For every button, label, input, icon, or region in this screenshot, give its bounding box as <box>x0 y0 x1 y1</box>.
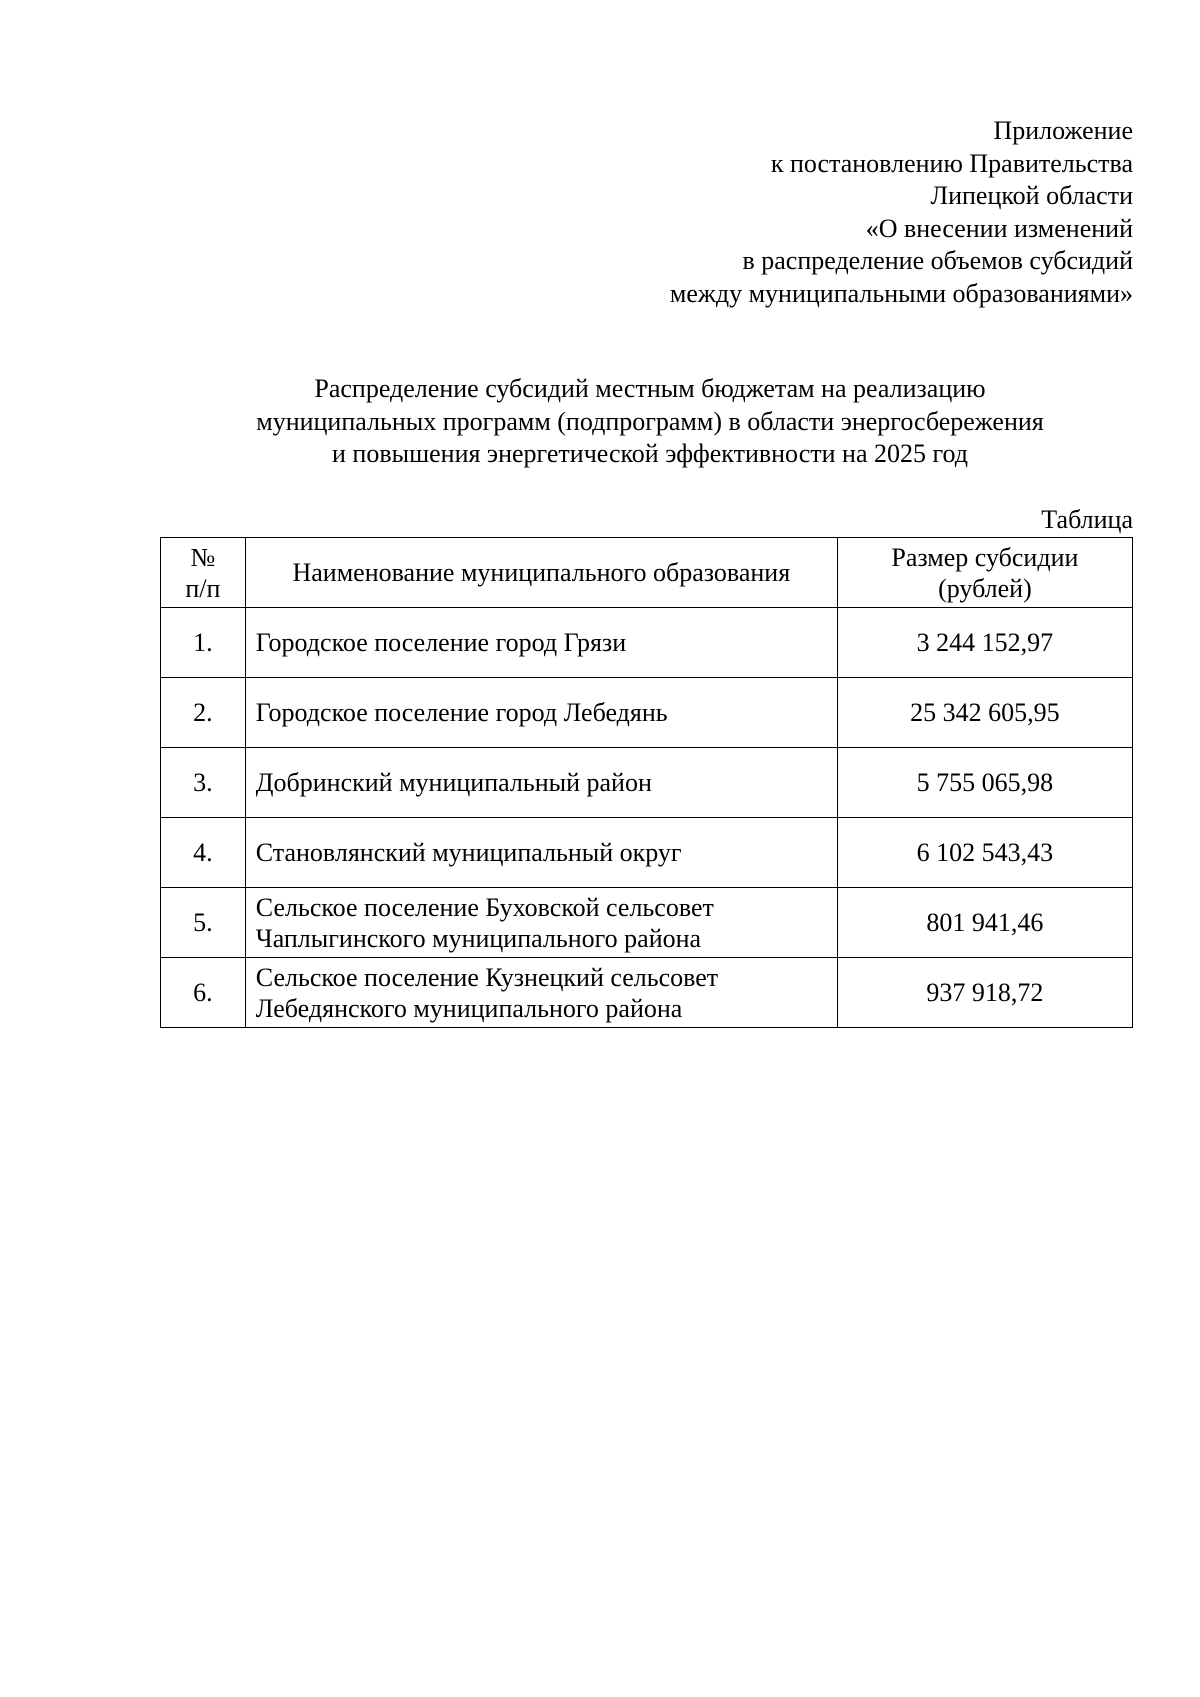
appendix-line: между муниципальными образованиями» <box>669 278 1133 308</box>
row-name <box>245 818 837 888</box>
row-number: 2. <box>161 678 246 748</box>
row-name <box>245 888 837 958</box>
row-name-line: Сельское поселение Буховской сельсовет <box>255 892 714 922</box>
subsidies-table <box>160 537 1133 1028</box>
header-number <box>161 538 246 608</box>
table-caption: Таблица <box>1041 505 1133 534</box>
row-amount: 937 918,72 <box>837 958 1132 1028</box>
row-number: 5. <box>161 888 246 958</box>
header-amount <box>837 538 1132 608</box>
row-number: 1. <box>161 608 246 678</box>
row-name-line: Городское поселение город Грязи <box>255 628 627 657</box>
row-amount: 5 755 065,98 <box>837 748 1132 818</box>
header-number-line: № <box>190 542 216 572</box>
row-name-line: Чаплыгинского муниципального района <box>255 923 702 953</box>
table-header-row <box>161 538 1133 608</box>
row-amount: 801 941,46 <box>837 888 1132 958</box>
row-name <box>245 958 837 1028</box>
row-name-line: Лебедянского муниципального района <box>255 993 683 1023</box>
title-line: муниципальных программ (подпрограмм) в области энергосбережения <box>256 406 1044 436</box>
header-amount-line: Размер субсидии <box>891 542 1079 572</box>
appendix-block <box>670 115 1133 310</box>
row-name-line: Городское поселение город Лебедянь <box>255 698 668 727</box>
row-number: 3. <box>161 748 246 818</box>
row-amount: 3 244 152,97 <box>837 608 1132 678</box>
row-name <box>245 608 837 678</box>
appendix-line: «О внесении изменений <box>865 213 1133 243</box>
header-number-line: п/п <box>185 573 221 603</box>
table-row <box>161 958 1133 1028</box>
document-title <box>150 373 1150 471</box>
row-amount: 25 342 605,95 <box>837 678 1132 748</box>
row-amount: 6 102 543,43 <box>837 818 1132 888</box>
title-line: и повышения энергетической эффективности на 2025 год <box>332 439 968 468</box>
table-row <box>161 678 1133 748</box>
row-name-line: Сельское поселение Кузнецкий сельсовет <box>255 962 719 992</box>
row-number: 6. <box>161 958 246 1028</box>
appendix-line: в распределение объемов субсидий <box>742 246 1133 275</box>
table-row <box>161 608 1133 678</box>
appendix-line: Липецкой области <box>930 181 1133 210</box>
row-name <box>245 748 837 818</box>
appendix-line: Приложение <box>993 116 1133 145</box>
row-name <box>245 678 837 748</box>
title-line: Распределение субсидий местным бюджетам на реализацию <box>314 374 986 403</box>
header-amount-line: (рублей) <box>938 573 1032 603</box>
row-name-line: Становлянский муниципальный округ <box>255 838 682 867</box>
row-number: 4. <box>161 818 246 888</box>
table-row <box>161 748 1133 818</box>
appendix-line: к постановлению Правительства <box>770 148 1133 178</box>
header-name: Наименование муниципального образования <box>245 538 837 608</box>
table-row <box>161 888 1133 958</box>
table-row <box>161 818 1133 888</box>
row-name-line: Добринский муниципальный район <box>255 768 652 797</box>
